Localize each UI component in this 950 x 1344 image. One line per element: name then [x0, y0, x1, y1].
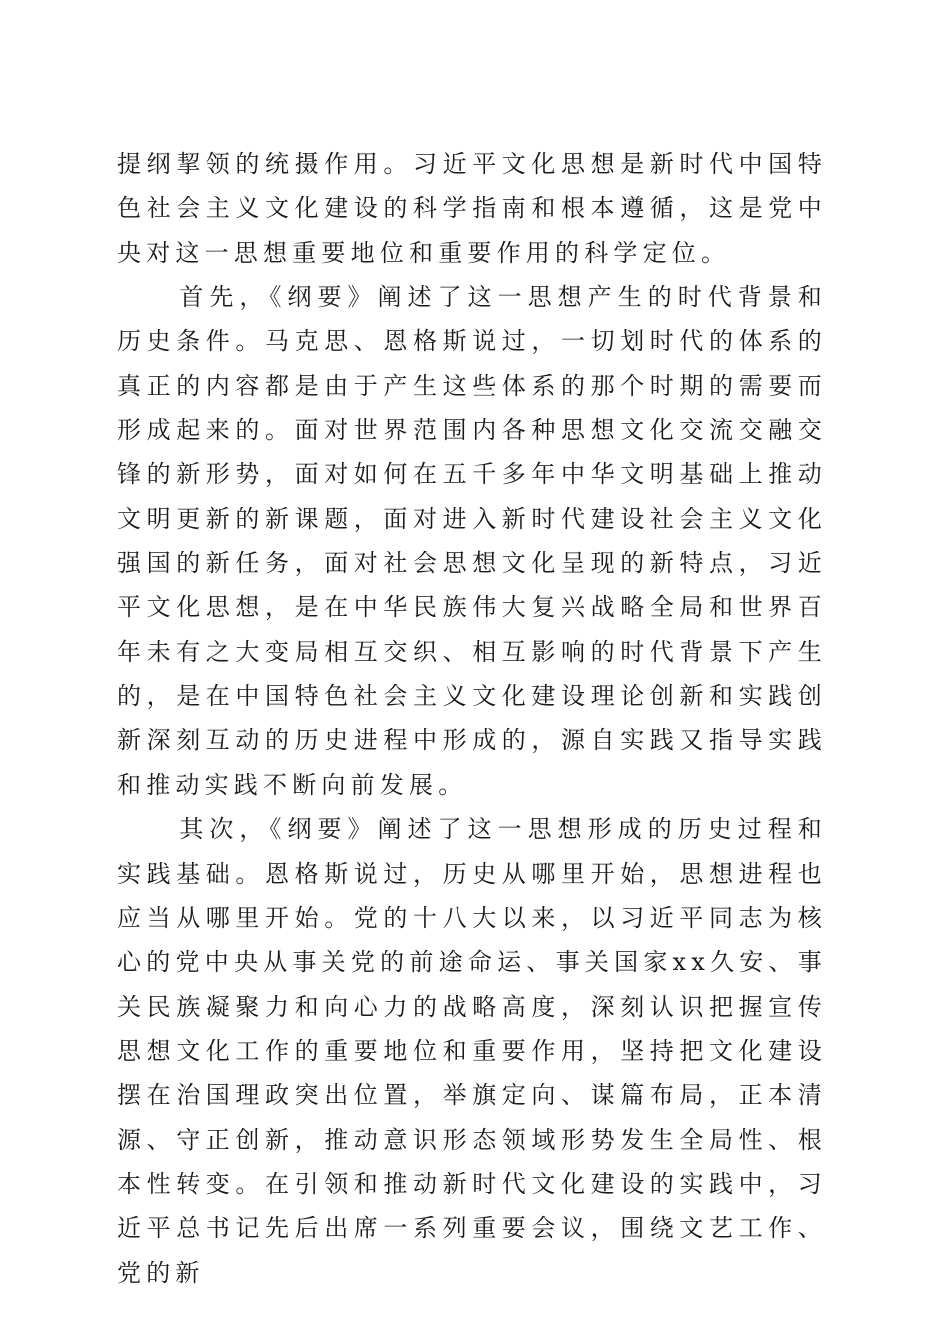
paragraph-continuation: 提纲挈领的统摄作用。习近平文化思想是新时代中国特色社会主义文化建设的科学指南和根本遵循，这是党中央对这一思想重要地位和重要作用的科学定位。 [117, 150, 827, 267]
paragraph-history: 其次，《纲要》阐述了这一思想形成的历史过程和实践基础。恩格斯说过，历史从哪里开始，思想进程也应当从哪里开始。党的十八大以来，以习近平同志为核心的党中央从事关党的前途命运、事关国家xx久安、事关民族凝聚力和向心力的战略高度，深刻认识把握宣传思想文化工作的重要地位和重要作用，坚持把文化建设摆在治国理政突出位置，举旗定向、谋篇布局，正本清源、守正创新，推动意识形态领域形势发生全局性、根本性转变。在引领和推动新时代文化建设的实践中，习近平总书记先后出席一系列重要会议，围绕文艺工作、党的新 [117, 815, 827, 1287]
paragraph-background: 首先，《纲要》阐述了这一思想产生的时代背景和历史条件。马克思、恩格斯说过，一切划时代的体系的真正的内容都是由于产生这些体系的那个时期的需要而形成起来的。面对世界范围内各种思想文化交流交融交锋的新形势，面对如何在五千多年中华文明基础上推动文明更新的新课题，面对进入新时代建设社会主义文化强国的新任务，面对社会思想文化呈现的新特点，习近平文化思想，是在中华民族伟大复兴战略全局和世界百年未有之大变局相互交织、相互影响的时代背景下产生的，是在中国特色社会主义文化建设理论创新和实践创新深刻互动的历史进程中形成的，源自实践又指导实践和推动实践不断向前发展。 [117, 283, 827, 799]
body-text [117, 142, 827, 1295]
